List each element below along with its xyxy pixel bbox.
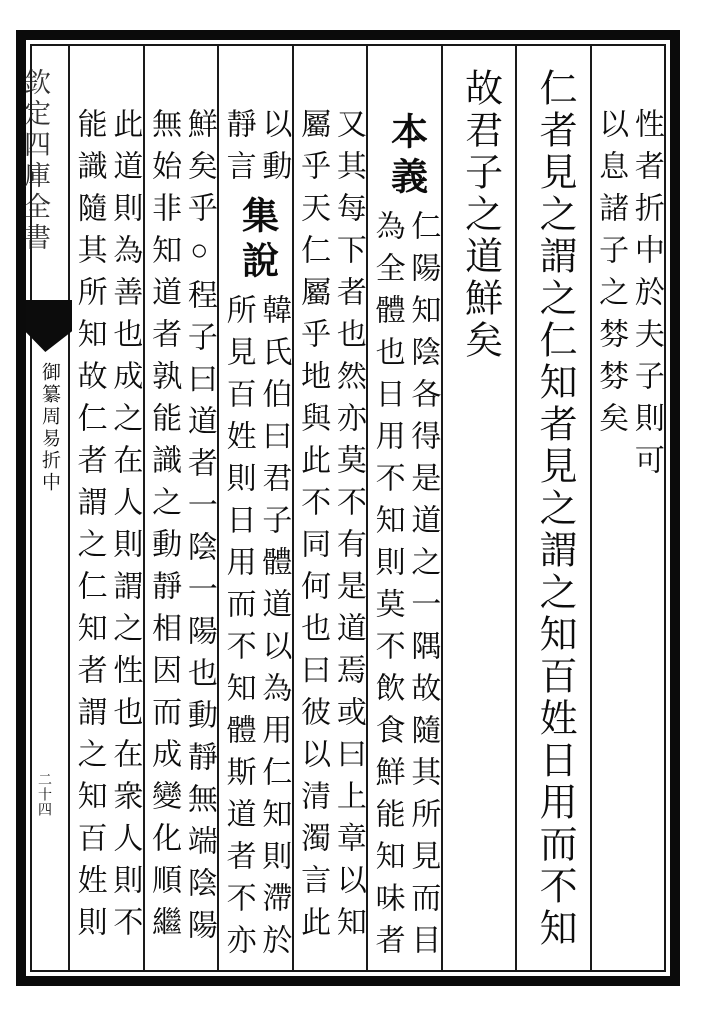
- scripture-text: 故君子之道鮮矣: [458, 68, 501, 362]
- commentary-double-column: [219, 108, 292, 192]
- commentary-header: 本義: [384, 112, 426, 202]
- page-frame: [16, 30, 680, 986]
- sub-column-left: 能識隨其所知故仁者謂之仁知者謂之知百姓則: [72, 108, 106, 948]
- sub-column-right: 鮮矣乎○程子曰道者一陰一陽也動靜無端陰陽: [182, 108, 216, 951]
- commentary-header: 集說: [235, 196, 277, 286]
- sub-column-left: 所見百姓則日用而不知體斯道者不亦: [221, 294, 255, 966]
- commentary-double-column: [294, 108, 367, 948]
- commentary-double-column: [368, 210, 441, 966]
- sub-column-left: 屬乎天仁屬乎地與此不同何也曰彼以清濁言此: [296, 108, 330, 948]
- text-column-8: [68, 46, 143, 970]
- page-number: 二十四: [36, 772, 51, 817]
- content-area: [20, 44, 666, 972]
- text-column-3: [441, 46, 516, 970]
- sub-column-right: 以動: [257, 108, 291, 192]
- commentary-double-column: [592, 108, 665, 486]
- sub-column-right: 性者折中於夫子則可: [629, 108, 663, 486]
- sub-column-right: 此道則為善也成之在人則謂之性也在衆人則不: [108, 108, 142, 948]
- commentary-double-column: [145, 108, 218, 951]
- sub-column-right: 仁陽知陰各得是道之一隅故隨其所見而目: [406, 210, 440, 966]
- sub-column-left: 以息諸子之棼棼矣: [594, 108, 628, 444]
- collection-title: 欽定四庫全書: [20, 68, 50, 254]
- sub-column-right: 韓氏伯曰君子體道以為用仁知則滯於: [257, 294, 291, 966]
- sub-column-right: 又其每下者也然亦莫不有是道焉或曰上章以知: [331, 108, 365, 948]
- margin-tab-icon: [26, 300, 72, 352]
- text-columns: [68, 46, 664, 970]
- text-column-5: [292, 46, 367, 970]
- commentary-double-column: [70, 108, 143, 948]
- text-column-2: [515, 46, 590, 970]
- sub-column-left: 為全體也日用不知則莫不飲食鮮能知味者: [370, 210, 404, 966]
- sub-column-left: 靜言: [221, 108, 255, 192]
- text-column-6: [217, 46, 292, 970]
- commentary-double-column: [219, 294, 292, 966]
- inner-frame: [20, 40, 670, 976]
- text-column-1: [590, 46, 665, 970]
- scripture-text: 仁者見之謂之仁知者見之謂之知百姓日用而不知: [533, 68, 576, 950]
- sub-column-left: 無始非知道者孰能識之動靜相因而成變化順繼: [147, 108, 181, 948]
- left-spine-margin: [20, 46, 68, 970]
- text-column-7: [143, 46, 218, 970]
- book-title: 御纂周易折中: [38, 362, 60, 494]
- text-column-4: [366, 46, 441, 970]
